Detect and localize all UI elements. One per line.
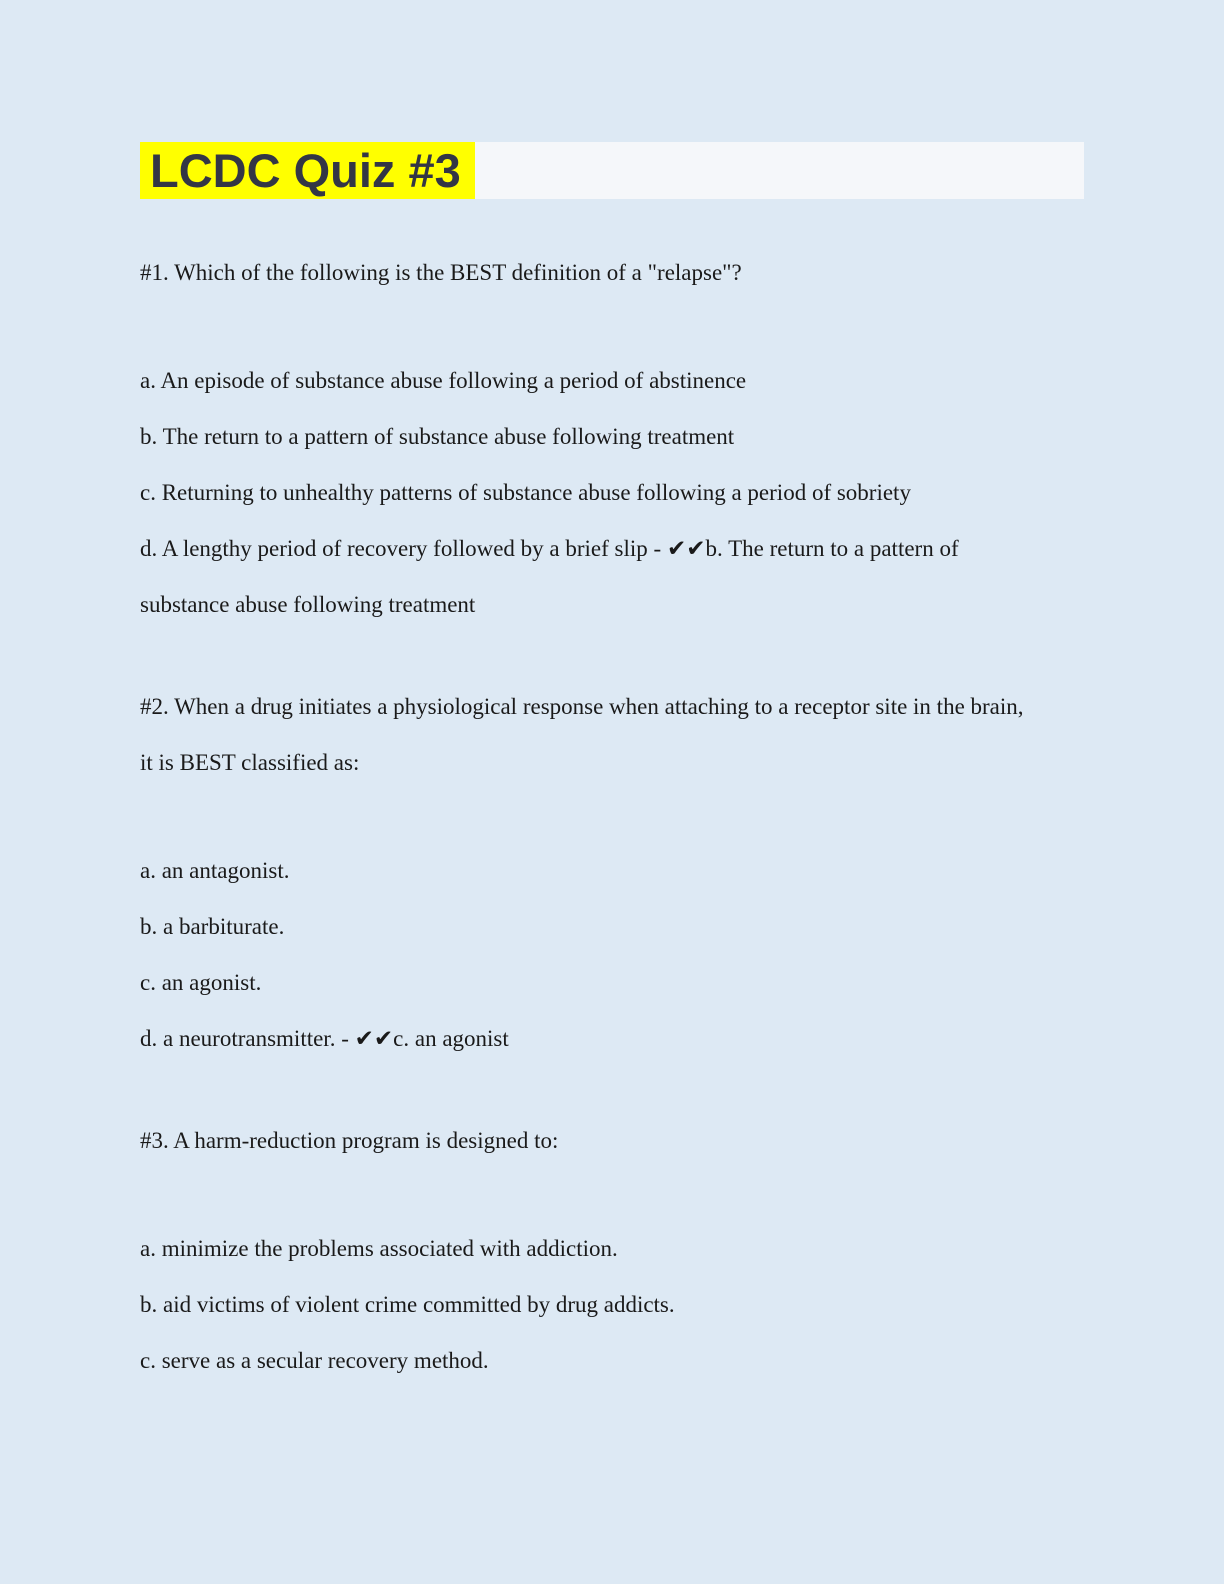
option-line: d. A lengthy period of recovery followed by a brief slip - ✔✔b. The return to a pattern of bbox=[140, 536, 959, 561]
page-title: LCDC Quiz #3 bbox=[140, 142, 475, 199]
option-line: c. Returning to unhealthy patterns of substance abuse following a period of sobriety bbox=[140, 480, 911, 505]
option-line: b. a barbiturate. bbox=[140, 914, 285, 939]
question-1-text bbox=[140, 245, 1100, 301]
title-bar bbox=[140, 142, 1084, 199]
option-c bbox=[140, 1333, 1100, 1389]
option-line: b. The return to a pattern of substance abuse following treatment bbox=[140, 424, 735, 449]
option-d-with-answer bbox=[140, 521, 1100, 633]
option-a bbox=[140, 353, 1100, 409]
option-line: b. aid victims of violent crime committed by drug addicts. bbox=[140, 1292, 675, 1317]
question-1-options bbox=[140, 353, 1100, 633]
option-line: a. An episode of substance abuse following a period of abstinence bbox=[140, 368, 747, 393]
question-line: it is BEST classified as: bbox=[140, 750, 360, 775]
question-block-1 bbox=[140, 245, 1100, 633]
question-line: #1. Which of the following is the BEST definition of a "relapse"? bbox=[140, 260, 742, 285]
question-block-2 bbox=[140, 679, 1100, 1067]
option-b bbox=[140, 409, 1100, 465]
question-line: #2. When a drug initiates a physiological response when attaching to a receptor site in the brain, bbox=[140, 694, 1024, 719]
question-line: #3. A harm-reduction program is designed to: bbox=[140, 1128, 559, 1153]
option-line: a. an antagonist. bbox=[140, 858, 290, 883]
option-a bbox=[140, 1221, 1100, 1277]
option-a bbox=[140, 843, 1100, 899]
option-c bbox=[140, 465, 1100, 521]
question-3-text bbox=[140, 1113, 1100, 1169]
question-2-text bbox=[140, 679, 1100, 791]
question-2-options bbox=[140, 843, 1100, 1067]
option-b bbox=[140, 1277, 1100, 1333]
option-line: a. minimize the problems associated with addiction. bbox=[140, 1236, 618, 1261]
option-line: substance abuse following treatment bbox=[140, 592, 476, 617]
option-b bbox=[140, 899, 1100, 955]
option-c bbox=[140, 955, 1100, 1011]
option-line: c. serve as a secular recovery method. bbox=[140, 1348, 489, 1373]
option-line: d. a neurotransmitter. - ✔✔c. an agonist bbox=[140, 1026, 509, 1051]
option-d-with-answer bbox=[140, 1011, 1100, 1067]
question-block-3 bbox=[140, 1113, 1100, 1389]
option-line: c. an agonist. bbox=[140, 970, 262, 995]
question-3-options bbox=[140, 1221, 1100, 1389]
